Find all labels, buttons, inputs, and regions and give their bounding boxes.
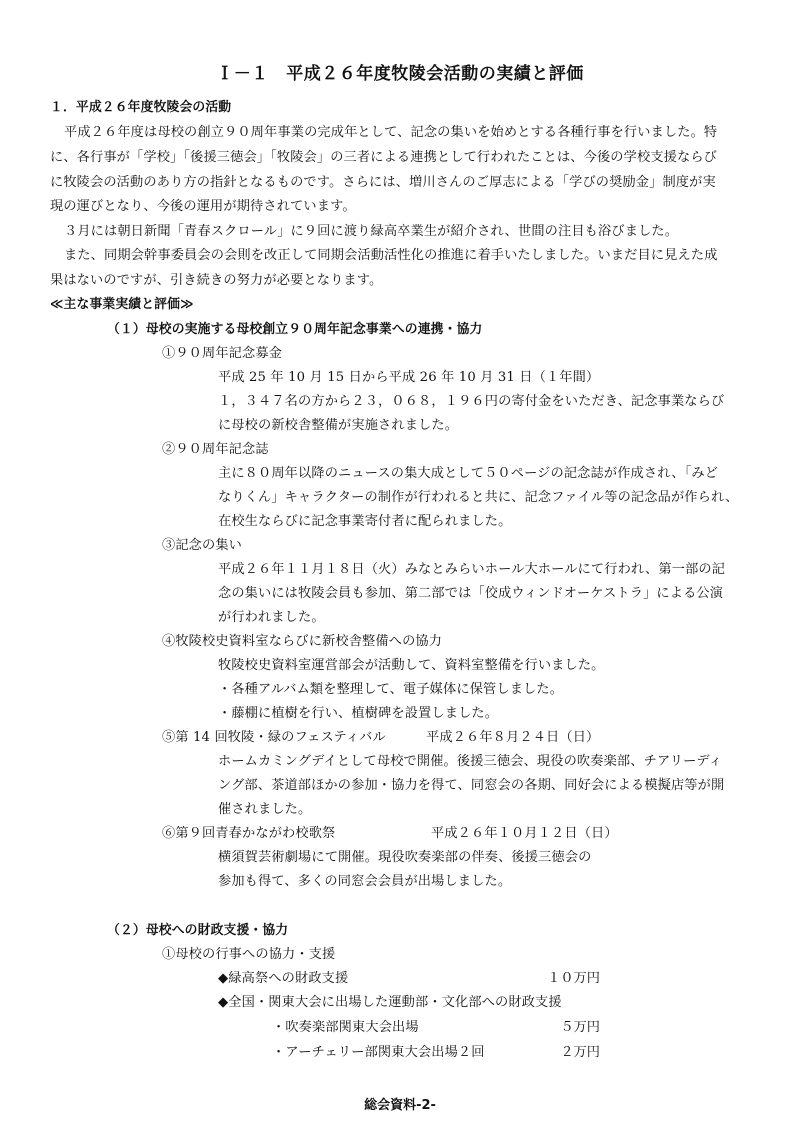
item-line: が行われました。 <box>218 610 325 625</box>
item-line: 主に８０周年以降のニュースの集大成として５０ページの記念誌が作成され、「みど <box>218 466 719 481</box>
support-row-amount: １０万円 <box>547 971 600 986</box>
section-heading: １．平成２６年度牧陵会の活動 <box>50 100 232 115</box>
item-line: １，３４７名の方から２３，０６８，１９６円の寄付金をいただき、記念事業ならび <box>218 394 725 409</box>
paragraph-line: に牧陵会の活動のあり方の指針となるものです。さらには、増川さんのご厚志による「学びの奨励金」制度が実 <box>50 175 716 190</box>
paragraph-line: 果はないのですが、引き続きの努力が必要となります。 <box>50 273 383 288</box>
page-footer: 総会資料-2- <box>364 1098 436 1113</box>
item-line: ・藤棚に植樹を行い、植樹碑を設置しました。 <box>218 706 499 721</box>
item-line: 平成２６年１１月１８日（火）みなとみらいホール大ホールにて行われ、第一部の記 <box>218 562 726 577</box>
item-date: 平成２６年８月２４日（日） <box>426 730 600 745</box>
item-line: ホームカミングデイとして母校で開催。後援三徳会、現役の吹奏楽部、チアリーディ <box>218 754 723 769</box>
item-line: 牧陵校史資料室運営部会が活動して、資料室整備を行いました。 <box>218 658 605 673</box>
item-line: 平成 25 年 10 月 15 日から平成 26 年 10 月 31 日（１年間） <box>218 370 600 385</box>
item-line: 在校生ならびに記念事業寄付者に配られました。 <box>218 514 512 529</box>
item-date: 平成２６年１０月１２日（日） <box>431 826 618 841</box>
item-line: ング部、茶道部ほかの参加・協力を得て、同窓会の各期、同好会による模擬店等が開 <box>218 778 725 793</box>
paragraph-line: 平成２６年度は母校の創立９０周年事業の完成年として、記念の集いを始めとする各種行事を行いました。特 <box>64 125 718 140</box>
item-line: 横須賀芸術劇場にて開催。現役吹奏楽部の伴奏、後援三徳会の <box>218 850 592 865</box>
item-title: ④牧陵校史資料室ならびに新校舎整備への協力 <box>162 634 443 649</box>
page-title: Ｉ－１ 平成２６年度牧陵会活動の実績と評価 <box>216 64 584 84</box>
main-heading: ≪主な事業実績と評価≫ <box>50 297 194 312</box>
part2-heading: （２）母校への財政支援・協力 <box>107 923 289 938</box>
paragraph-line: に、各行事が「学校」「後援三徳会」「牧陵会」の三者による連携として行われたことは、今後の学校支援ならび <box>50 150 718 165</box>
support-row-label: ◆全国・関東大会に出場した運動部・文化部への財政支援 <box>218 995 562 1010</box>
support-row-amount: ２万円 <box>560 1045 600 1060</box>
item-title: ③記念の集い <box>162 538 243 553</box>
item-title: ②９０周年記念誌 <box>162 442 269 457</box>
item-line: 念の集いには牧陵会員も参加、第二部では「佼成ウィンドオーケストラ」による公演 <box>218 586 724 601</box>
support-row-label: ・吹奏楽部関東大会出場 <box>272 1020 419 1035</box>
item-title: ⑥第９回青春かながわ校歌祭 <box>162 826 336 841</box>
support-row-label: ◆緑高祭への財政支援 <box>218 971 349 986</box>
support-row-label: ・アーチェリー部関東大会出場２回 <box>272 1045 485 1060</box>
part1-heading: （１）母校の実施する母校創立９０周年記念事業への連携・協力 <box>107 322 483 337</box>
paragraph-line: 現の運びとなり、今後の運用が期待されています。 <box>50 199 356 214</box>
item-line: 催されました。 <box>218 802 312 817</box>
item-line: に母校の新校舎整備が実施されました。 <box>218 418 459 433</box>
item-title: ⑤第 14 回牧陵・緑のフェスティバル <box>162 730 386 745</box>
item-title: ①母校の行事への協力・支援 <box>162 947 336 962</box>
item-line: なりくん」キャラクターの制作が行われると共に、記念ファイル等の記念品が作られ、 <box>218 490 739 505</box>
support-row-amount: ５万円 <box>560 1020 600 1035</box>
paragraph-line: ３月には朝日新聞「青春スクロール」に９回に渡り緑高卒業生が紹介され、世間の注目も浴びました。 <box>64 224 679 239</box>
paragraph-line: また、同期会幹事委員会の会則を改正して同期会活動活性化の推進に着手いたしました。いまだ目に見えた成 <box>64 248 718 263</box>
item-line: 参加も得て、多くの同窓会会員が出場しました。 <box>218 874 512 889</box>
item-line: ・各種アルバム類を整理して、電子媒体に保管しました。 <box>218 682 564 697</box>
item-title: ①９０周年記念募金 <box>162 346 283 361</box>
